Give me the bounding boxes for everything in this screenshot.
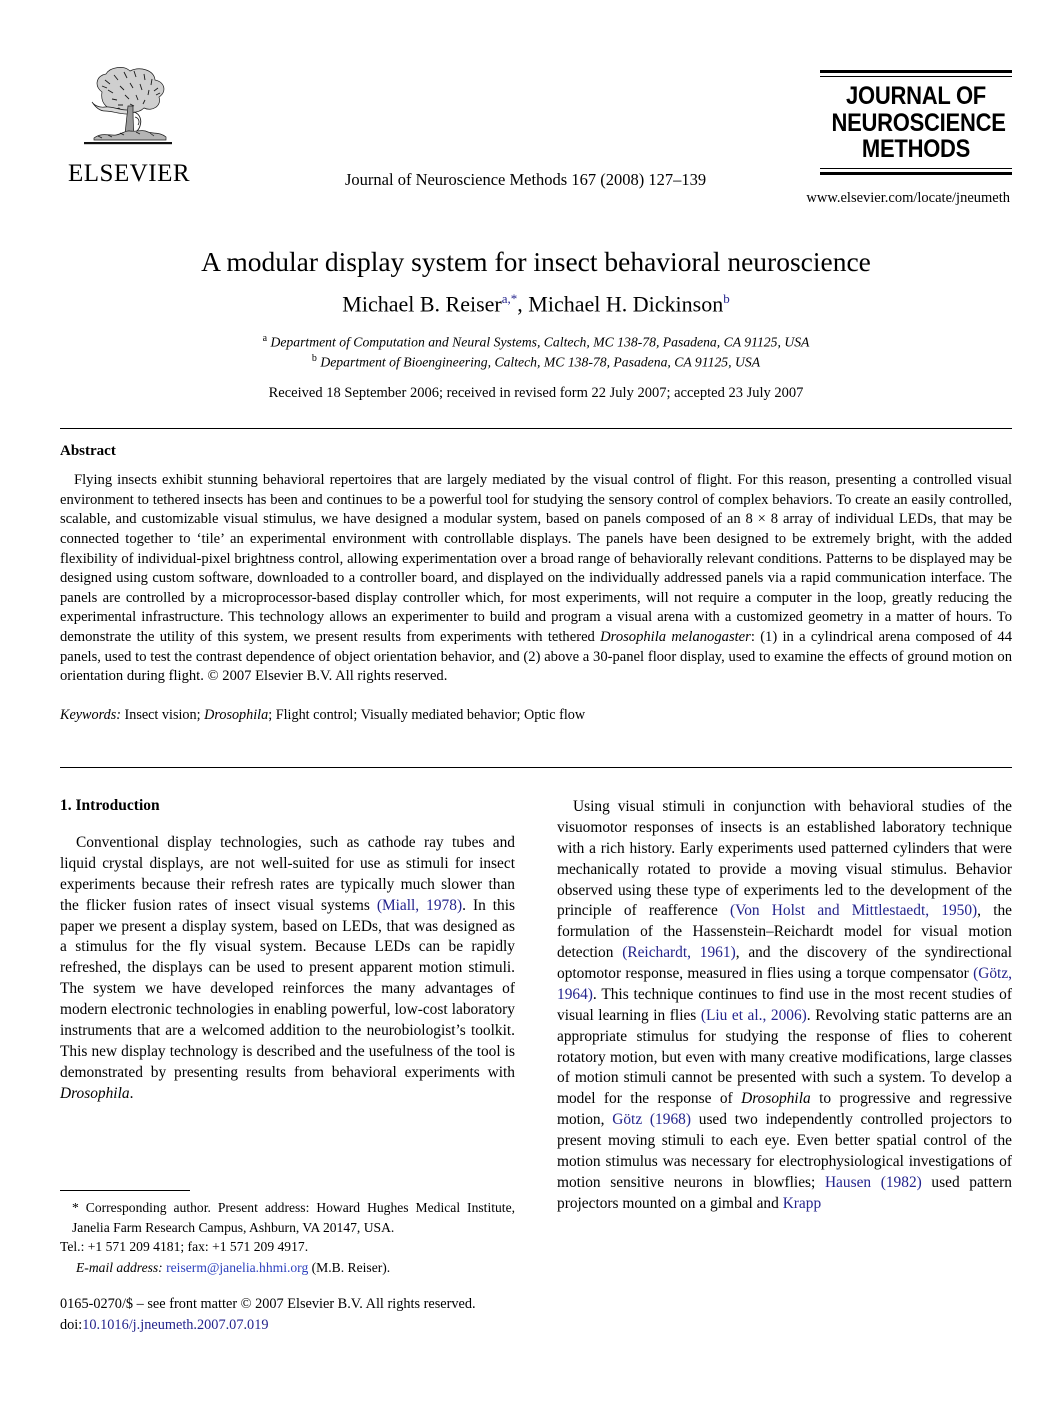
citation-miall-1978[interactable]: (Miall, 1978) [376,896,463,914]
citation-gotz-1968[interactable]: Götz (1968) [612,1111,691,1129]
email-link[interactable]: reiserm@janelia.hhmi.org [166,1259,309,1275]
abstract-section [60,443,1012,724]
affiliation-a [60,332,1012,352]
keywords-label: Keywords: [60,706,121,723]
keywords-part-2: ; Flight control; Visually mediated behavior; Optic flow [268,706,586,723]
citation-hausen-1982[interactable]: Hausen (1982) [824,1173,922,1191]
intro-right-text-5: . Revolving static patterns are an appropriate stimulus for studying the response of flies to coherent rotatory motion, but even with many creative modifications, large classes of motion stimuli cannot be presented with such a system. To develop a model for the response of [557,1006,1012,1108]
corresponding-author-note: * Corresponding author. Present address: Howard Hughes Medical Institute, Janelia Farm Research Campus, Ashburn, VA 20147, USA. [72,1200,515,1235]
intro-right-text-2: , the formulation of the Hassenstein–Reichardt model for visual motion detection [557,902,1012,962]
journal-logo [820,70,1012,175]
abstract-top-rule [60,428,1012,429]
email-note [60,1258,515,1278]
affiliations [60,332,1012,373]
doi-link[interactable]: 10.1016/j.jneumeth.2007.07.019 [82,1316,269,1333]
abstract-body [60,471,1012,687]
footnote-block [60,1190,515,1277]
intro-right-text-8: used pattern projectors mounted on a gimbal and [557,1173,1013,1212]
citation-krapp[interactable]: Krapp [782,1194,822,1212]
doi-line [60,1315,660,1336]
abstract-species-name: Drosophila melanogaster [600,629,751,645]
elsevier-wordmark: ELSEVIER [68,160,191,187]
footnote-rule [60,1190,190,1191]
intro-right-species-name: Drosophila [741,1090,811,1108]
journal-logo-line-2: NEUROSCIENCE [831,108,1006,137]
keywords-part-1: Insect vision; [120,706,205,723]
intro-left-text-2: . In this paper we present a display system, based on LEDs, that was designed as a stimulus for the fly visual system. Because LEDs can be rapidly refreshed, the displays can be used to present apparent motion stimuli. The system we have developed reinforces the many advantages of modern electronic technologies in enabling powerful, low-cost laboratory instruments that are a welcomed addition to the neurobiologist’s toolkit. This new display technology is described and the usefulness of the tool is demonstrated by presenting results from behavioral experiments with [60,896,516,1081]
intro-left-text-3: . [129,1084,134,1102]
affiliation-b [60,352,1012,372]
body-column-left [60,797,515,1104]
intro-right-text-4: . This technique continues to find use in the most recent studies of visual learning in flies [557,985,1012,1024]
title-block [60,245,1012,402]
article-history: Received 18 September 2006; received in revised form 22 July 2007; accepted 23 July 2007 [268,384,804,401]
introduction-paragraph-right [557,797,1012,1215]
footer-block [60,1294,660,1335]
elsevier-logo [68,62,191,187]
abstract-bottom-rule [60,767,1012,768]
intro-left-text-1: Conventional display technologies, such as cathode ray tubes and liquid crystal displays, are not well-suited for use as stimuli for insect experiments because their refresh rates are typically much slower than the flicker fusion rates of insect visual systems [60,834,515,914]
author-2-affiliation-mark: b [723,291,730,306]
email-label: E-mail address: [76,1259,163,1275]
abstract-text-part-1: Flying insects exhibit stunning behavioral repertoires that are largely mediated by the visual control of flight. For this reason, presenting a controlled visual environment to tethered insects has been and continues to be a powerful tool for studying the sensory control of complex behaviors. To create an easily controlled, scalable, and customizable visual stimulus, we have designed a modular system, based on panels composed of an 8 × 8 array of individual LEDs, that may be connected together to ‘tile’ an experimental environment with controllable displays. The panels have been designed to be extremely bright, with the added flexibility of individual-pixel brightness control, allowing experimentation over a broad range of behaviorally relevant conditions. Patterns to be displayed may be designed using custom software, downloaded to a controller board, and displayed on the individually addressed panels via a rapid communication interface. The panels are controlled by a microprocessor-based display controller which, for most experiments, will not require a computer in the loop, greatly reducing the experimental infrastructure. This technology allows an experimenter to build and program a visual arena with a customized geometry in a matter of hours. To demonstrate the utility of this system, we present results from experiments with tethered [60,472,1012,645]
journal-url[interactable]: www.elsevier.com/locate/jneumeth [806,190,1010,206]
journal-logo-line-3: METHODS [861,135,971,163]
page-title: A modular display system for insect behavioral neuroscience [201,246,871,277]
affiliation-a-text: Department of Computation and Neural Systems, Caltech, MC 138-78, Pasadena, CA 91125, USA [270,334,810,350]
citation-gotz-1964[interactable]: (Götz, 1964) [557,965,1012,1003]
abstract-text-part-2: : (1) in a cylindrical arena composed of 44 panels, used to test the contrast dependence of object orientation behavior, and (2) above a 30-panel floor display, used to examine the effects of ground motion on orientation during flight. © 2007 Elsevier B.V. All rights reserved. [60,629,1012,685]
journal-logo-top-rule [820,70,1012,77]
masthead [60,62,1012,217]
intro-right-text-7: used two independently controlled projectors to present moving stimuli to each eye. Even better spatial control of the motion stimulus was necessary for electrophysiological investigations of motion sensitive neurons in blowflies; [557,1111,1013,1191]
copyright-line: 0165-0270/$ – see front matter © 2007 Elsevier B.V. All rights reserved. [60,1296,476,1312]
affiliation-b-text: Department of Bioengineering, Caltech, MC 138-78, Pasadena, CA 91125, USA [320,354,761,370]
doi-label: doi: [60,1316,83,1333]
intro-right-text-1: Using visual stimuli in conjunction with behavioral studies of the visuomotor responses of insects is an established laboratory technique with a rich history. Early experiments used patterned cylinders that were mechanically rotated to provide a moving visual stimulus. Behavior observed using these type of experiments led to the development of the principle of reafference [557,798,1012,920]
body-column-right [557,797,1012,1215]
author-1-affiliation-mark: a,* [501,291,518,306]
intro-left-species-name: Drosophila [60,1084,130,1102]
contact-phone-note: Tel.: +1 571 209 4181; fax: +1 571 209 4917. [60,1239,309,1255]
citation-reichardt-1961[interactable]: (Reichardt, 1961) [622,944,736,962]
intro-right-text-6: to progressive and regressive motion, [557,1090,1012,1129]
affiliation-b-mark: b [311,353,317,365]
journal-logo-line-1: JOURNAL OF [846,82,986,110]
section-heading-introduction: 1. Introduction [60,797,160,814]
journal-logo-bottom-rule [820,168,1012,175]
citation-von-holst-mittlestaedt-1950[interactable]: (Von Holst and Mittlestaedt, 1950) [729,902,978,920]
intro-right-text-3: , and the discovery of the syndirectional optomotor response, measured in flies using a torque compensator [557,944,1012,982]
journal-reference: Journal of Neuroscience Methods 167 (2008) 127–139 [345,170,707,189]
affiliation-a-mark: a [262,332,268,344]
author-list [60,291,1012,318]
citation-liu-et-al-2006[interactable]: (Liu et al., 2006) [700,1006,807,1024]
author-name-2: Michael H. Dickinson [528,291,724,317]
author-name-1: Michael B. Reiser [342,291,502,317]
introduction-paragraph-left [60,833,515,1104]
keywords-species-name: Drosophila [204,706,269,723]
author-separator: , [517,291,529,317]
elsevier-tree-icon [72,62,184,160]
abstract-heading: Abstract [60,443,116,459]
keywords [60,707,1012,724]
email-owner: (M.B. Reiser). [311,1259,391,1275]
